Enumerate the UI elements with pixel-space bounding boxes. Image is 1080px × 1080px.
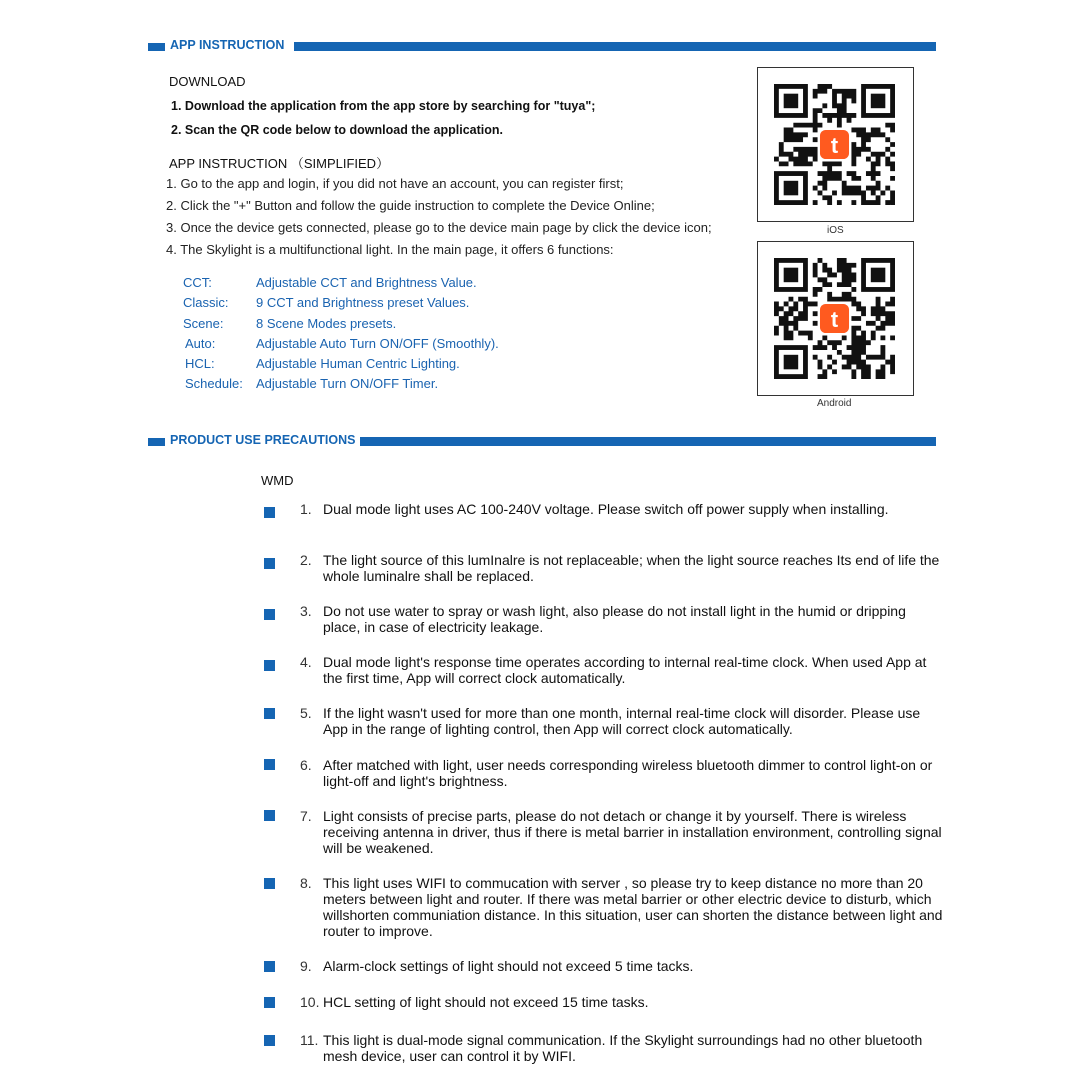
- precaution-text: The light source of this lumInalre is not replaceable; when the light source reaches Its end of life the whole luminalre shall be replaced.: [323, 552, 940, 584]
- precaution-number: 8.: [300, 875, 312, 891]
- precaution-number: 3.: [300, 603, 312, 619]
- function-key: Schedule:: [185, 376, 243, 391]
- function-row: [185, 376, 438, 391]
- tuya-logo-letter: t: [830, 133, 839, 159]
- precaution-text: Alarm-clock settings of light should not exceed 5 time tacks.: [323, 958, 694, 974]
- function-desc: Adjustable CCT and Brightness Value.: [256, 275, 477, 290]
- download-step: 2. Scan the QR code below to download the application.: [171, 123, 503, 137]
- section-header-precautions: [148, 433, 936, 447]
- bullet-square-icon: [264, 759, 275, 770]
- qr-finder-pattern: [776, 86, 805, 115]
- section-rule: [360, 437, 936, 446]
- precaution-text: Light consists of precise parts, please do not detach or change it by yourself. There is wireless receiving antenna in driver, thus if there is metal barrier in installation environment, controlling signal will be weakened.: [323, 808, 942, 856]
- precaution-number: 6.: [300, 757, 312, 773]
- function-row: [183, 316, 396, 331]
- function-row: [183, 295, 469, 310]
- simplified-step: 2. Click the "+" Button and follow the guide instruction to complete the Device Online;: [166, 198, 655, 213]
- function-key: CCT:: [183, 275, 212, 290]
- section-title: APP INSTRUCTION: [170, 37, 289, 53]
- function-desc: 8 Scene Modes presets.: [256, 316, 397, 331]
- function-key: Scene:: [183, 316, 224, 331]
- bullet-square-icon: [264, 609, 275, 620]
- precaution-number: 1.: [300, 501, 312, 517]
- precaution-number: 5.: [300, 705, 312, 721]
- simplified-step: 1. Go to the app and login, if you did not have an account, you can register first;: [166, 176, 624, 191]
- function-row: [183, 275, 477, 290]
- bullet-square-icon: [264, 997, 275, 1008]
- function-row: [185, 336, 499, 351]
- function-key: HCL:: [185, 356, 215, 371]
- section-title: PRODUCT USE PRECAUTIONS: [170, 432, 360, 448]
- qr-finder-pattern: [776, 348, 805, 377]
- qr-finder-pattern: [776, 174, 805, 203]
- function-desc: Adjustable Auto Turn ON/OFF (Smoothly).: [256, 336, 499, 351]
- bullet-square-icon: [264, 708, 275, 719]
- qr-label-android: Android: [817, 398, 852, 409]
- simplified-step: 4. The Skylight is a multifunctional light. In the main page, it offers 6 functions:: [166, 242, 614, 257]
- function-row: [185, 356, 460, 371]
- section-marker: [148, 43, 165, 51]
- qr-finder-pattern: [864, 86, 893, 115]
- qr-code-android[interactable]: [757, 241, 914, 396]
- qr-code-ios[interactable]: [757, 67, 914, 222]
- precaution-text: Do not use water to spray or wash light, also please do not install light in the humid or dripping place, in case of electricity leakage.: [323, 603, 906, 635]
- download-step: 1. Download the application from the app store by searching for "tuya";: [171, 99, 596, 113]
- section-rule: [294, 42, 936, 51]
- precaution-number: 9.: [300, 958, 312, 974]
- bullet-square-icon: [264, 558, 275, 569]
- function-desc: 9 CCT and Brightness preset Values.: [256, 295, 470, 310]
- precaution-text: After matched with light, user needs corresponding wireless bluetooth dimmer to control light-on or light-off and light's brightness.: [323, 757, 933, 789]
- precaution-text: This light uses WIFI to commucation with server , so please try to keep distance no more than 20 meters between light and router. If there was metal barrier or other electric device to disturb, which willshorten communiation distance. In this situation, user can shorten the distance between light and router to improve.: [323, 875, 943, 939]
- precaution-number: 7.: [300, 808, 312, 824]
- precaution-number: 11.: [300, 1032, 319, 1048]
- precaution-text: This light is dual-mode signal communication. If the Skylight surroundings had no other bluetooth mesh device, user can control it by WIFI.: [323, 1032, 923, 1064]
- bullet-square-icon: [264, 878, 275, 889]
- model-label: WMD: [261, 473, 294, 488]
- precaution-text: Dual mode light uses AC 100-240V voltage. Please switch off power supply when installing.: [323, 501, 889, 517]
- bullet-square-icon: [264, 810, 275, 821]
- qr-pattern: [774, 84, 895, 205]
- simplified-step: 3. Once the device gets connected, please go to the device main page by click the device icon;: [166, 220, 712, 235]
- download-heading: DOWNLOAD: [169, 74, 246, 89]
- simplified-heading: APP INSTRUCTION （SIMPLIFIED）: [169, 156, 390, 171]
- precaution-number: 4.: [300, 654, 312, 670]
- precaution-text: HCL setting of light should not exceed 15 time tasks.: [323, 994, 649, 1010]
- precaution-text: Dual mode light's response time operates according to internal real-time clock. When used App at the first time, App will correct clock automatically.: [323, 654, 927, 686]
- qr-pattern: [774, 258, 895, 379]
- bullet-square-icon: [264, 961, 275, 972]
- function-desc: Adjustable Human Centric Lighting.: [256, 356, 460, 371]
- precaution-number: 10.: [300, 994, 320, 1010]
- qr-finder-pattern: [864, 260, 893, 289]
- section-header-app-instruction: [148, 38, 936, 52]
- bullet-square-icon: [264, 507, 275, 518]
- bullet-square-icon: [264, 1035, 275, 1046]
- precaution-number: 2.: [300, 552, 312, 568]
- qr-finder-pattern: [776, 260, 805, 289]
- function-desc: Adjustable Turn ON/OFF Timer.: [256, 376, 439, 391]
- precaution-text: If the light wasn't used for more than one month, internal real-time clock will disorder. Please use App in the range of lighting control, then App will correct clock automatically.: [323, 705, 921, 737]
- qr-label-ios: iOS: [827, 225, 844, 236]
- tuya-logo-letter: t: [830, 307, 839, 333]
- function-key: Classic:: [183, 295, 229, 310]
- section-marker: [148, 438, 165, 446]
- bullet-square-icon: [264, 660, 275, 671]
- function-key: Auto:: [185, 336, 216, 351]
